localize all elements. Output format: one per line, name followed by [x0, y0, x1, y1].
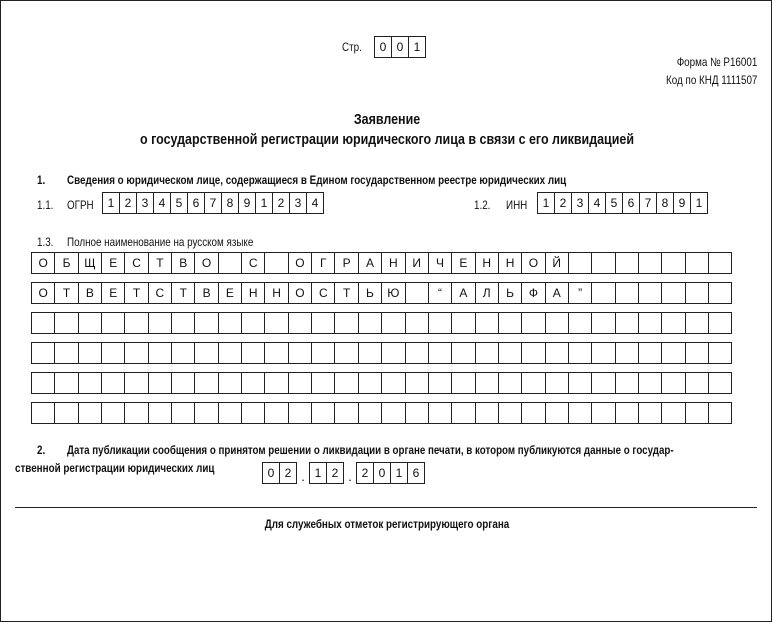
name-char-cell[interactable] — [334, 402, 358, 424]
inn-digit-cell[interactable]: 5 — [605, 192, 623, 214]
name-char-cell[interactable] — [405, 342, 429, 364]
name-char-cell[interactable] — [615, 252, 639, 274]
name-char-cell[interactable] — [334, 312, 358, 334]
name-char-cell[interactable] — [381, 372, 405, 394]
name-char-cell[interactable] — [591, 342, 615, 364]
name-number: 1.3. — [37, 235, 54, 249]
inn-digit-cell[interactable]: 9 — [673, 192, 691, 214]
name-char-cell[interactable]: А — [358, 252, 382, 274]
name-char-cell[interactable] — [615, 402, 639, 424]
date-separator: . — [301, 469, 305, 484]
name-char-cell[interactable] — [591, 312, 615, 334]
name-row[interactable] — [31, 402, 731, 424]
name-char-cell[interactable] — [31, 312, 55, 334]
name-char-cell[interactable] — [591, 252, 615, 274]
name-char-cell[interactable] — [428, 342, 452, 364]
inn-digit-cell[interactable]: 2 — [554, 192, 572, 214]
name-char-cell[interactable] — [78, 312, 102, 334]
date-digit-cell[interactable]: 1 — [309, 462, 327, 484]
name-char-cell[interactable] — [638, 282, 662, 304]
name-char-cell[interactable] — [101, 342, 125, 364]
name-char-cell[interactable] — [521, 342, 545, 364]
page-label: Стр. — [342, 40, 362, 54]
name-char-cell[interactable] — [708, 402, 732, 424]
name-char-cell[interactable] — [148, 402, 172, 424]
name-char-cell[interactable]: В — [78, 282, 102, 304]
date-year-cells[interactable] — [356, 462, 424, 484]
name-char-cell[interactable] — [615, 342, 639, 364]
name-char-cell[interactable] — [521, 402, 545, 424]
name-char-cell[interactable]: О — [194, 252, 218, 274]
name-char-cell[interactable]: Н — [264, 282, 288, 304]
name-char-cell[interactable] — [381, 402, 405, 424]
name-char-cell[interactable] — [638, 372, 662, 394]
service-notes-label: Для служебных отметок регистрирующего органа — [264, 517, 510, 531]
name-char-cell[interactable] — [31, 372, 55, 394]
name-char-cell[interactable] — [591, 282, 615, 304]
name-char-cell[interactable] — [78, 402, 102, 424]
name-char-cell[interactable] — [54, 372, 78, 394]
ogrn-digit-cell[interactable]: 5 — [170, 192, 188, 214]
name-char-cell[interactable] — [568, 312, 592, 334]
name-char-cell[interactable]: Н — [381, 252, 405, 274]
name-char-cell[interactable] — [148, 372, 172, 394]
name-char-cell[interactable]: Б — [54, 252, 78, 274]
name-char-cell[interactable] — [148, 342, 172, 364]
name-char-cell[interactable]: В — [171, 252, 195, 274]
name-char-cell[interactable]: Н — [241, 282, 265, 304]
name-char-cell[interactable] — [568, 342, 592, 364]
name-char-cell[interactable] — [264, 312, 288, 334]
name-char-cell[interactable] — [288, 402, 312, 424]
inn-digit-cell[interactable]: 3 — [571, 192, 589, 214]
name-char-cell[interactable] — [288, 372, 312, 394]
name-char-cell[interactable] — [358, 402, 382, 424]
publication-date[interactable] — [262, 462, 424, 484]
name-char-cell[interactable]: Т — [171, 282, 195, 304]
name-char-cell[interactable] — [451, 312, 475, 334]
name-char-cell[interactable] — [615, 372, 639, 394]
name-char-cell[interactable] — [451, 342, 475, 364]
name-char-cell[interactable] — [708, 372, 732, 394]
name-char-cell[interactable] — [101, 312, 125, 334]
name-char-cell[interactable] — [685, 252, 709, 274]
date-digit-cell[interactable]: 0 — [262, 462, 280, 484]
name-char-cell[interactable] — [334, 342, 358, 364]
name-char-cell[interactable] — [78, 372, 102, 394]
form-title: Заявление — [353, 112, 421, 128]
name-label: Полное наименование на русском языке — [67, 235, 254, 249]
name-char-cell[interactable] — [241, 312, 265, 334]
name-char-cell[interactable]: Щ — [78, 252, 102, 274]
name-char-cell[interactable] — [311, 312, 335, 334]
name-char-cell[interactable] — [428, 312, 452, 334]
name-char-cell[interactable]: Ю — [381, 282, 405, 304]
name-char-cell[interactable] — [661, 252, 685, 274]
name-char-cell[interactable] — [124, 372, 148, 394]
name-char-cell[interactable]: И — [405, 252, 429, 274]
name-row[interactable] — [31, 252, 731, 274]
name-char-cell[interactable] — [194, 402, 218, 424]
name-char-cell[interactable] — [708, 342, 732, 364]
name-char-cell[interactable]: Е — [451, 252, 475, 274]
name-char-cell[interactable] — [685, 402, 709, 424]
ogrn-digit-cell[interactable]: 8 — [221, 192, 239, 214]
name-char-cell[interactable] — [685, 312, 709, 334]
ogrn-digit-cell[interactable]: 3 — [136, 192, 154, 214]
name-char-cell[interactable] — [101, 372, 125, 394]
name-char-cell[interactable] — [311, 402, 335, 424]
name-char-cell[interactable] — [264, 372, 288, 394]
name-char-cell[interactable]: Ч — [428, 252, 452, 274]
name-char-cell[interactable]: Ь — [498, 282, 522, 304]
name-char-cell[interactable] — [475, 372, 499, 394]
name-char-cell[interactable]: С — [124, 252, 148, 274]
name-row[interactable] — [31, 312, 731, 334]
name-char-cell[interactable] — [334, 372, 358, 394]
page-number-cell: 0 — [391, 36, 409, 58]
section1-heading: Сведения о юридическом лице, содержащиеся в Едином государственном реестре юридических лиц — [67, 173, 567, 187]
ogrn-number: 1.1. — [37, 198, 54, 212]
name-char-cell[interactable] — [591, 402, 615, 424]
name-char-cell[interactable] — [545, 372, 569, 394]
name-char-cell[interactable] — [218, 402, 242, 424]
name-char-cell[interactable] — [241, 402, 265, 424]
name-char-cell[interactable] — [124, 312, 148, 334]
name-char-cell[interactable]: О — [31, 252, 55, 274]
name-char-cell[interactable]: В — [194, 282, 218, 304]
name-char-cell[interactable] — [638, 402, 662, 424]
name-char-cell[interactable]: О — [31, 282, 55, 304]
ogrn-cells[interactable] — [102, 192, 323, 214]
name-char-cell[interactable] — [264, 342, 288, 364]
name-char-cell[interactable] — [405, 312, 429, 334]
name-char-cell[interactable] — [171, 372, 195, 394]
section1-number: 1. — [37, 173, 46, 187]
ogrn-label: ОГРН — [67, 198, 94, 212]
inn-cells[interactable] — [537, 192, 707, 214]
name-char-cell[interactable]: С — [311, 282, 335, 304]
name-char-cell[interactable] — [171, 402, 195, 424]
page-number-cell: 1 — [408, 36, 426, 58]
name-char-cell[interactable] — [685, 342, 709, 364]
inn-digit-cell[interactable]: 7 — [639, 192, 657, 214]
inn-digit-cell[interactable]: 4 — [588, 192, 606, 214]
name-char-cell[interactable]: Ф — [521, 282, 545, 304]
name-char-cell[interactable] — [358, 342, 382, 364]
date-digit-cell[interactable]: 2 — [356, 462, 374, 484]
name-char-cell[interactable]: А — [451, 282, 475, 304]
date-separator: . — [348, 469, 352, 484]
name-char-cell[interactable] — [685, 372, 709, 394]
ogrn-digit-cell[interactable]: 3 — [289, 192, 307, 214]
name-char-cell[interactable] — [54, 312, 78, 334]
name-char-cell[interactable]: Р — [334, 252, 358, 274]
section2-heading-line1: Дата публикации сообщения о принятом решении о ликвидации в органе печати, в котором публикуются данные о государ- — [67, 443, 674, 457]
name-char-cell[interactable] — [78, 342, 102, 364]
name-row[interactable] — [31, 342, 731, 364]
name-char-cell[interactable]: О — [288, 252, 312, 274]
name-char-cell[interactable] — [475, 402, 499, 424]
name-char-cell[interactable] — [661, 402, 685, 424]
name-char-cell[interactable] — [358, 372, 382, 394]
name-char-cell[interactable] — [124, 402, 148, 424]
name-char-cell[interactable]: Н — [498, 252, 522, 274]
name-char-cell[interactable] — [405, 282, 429, 304]
section2-heading-line2: ственной регистрации юридических лиц — [15, 461, 215, 475]
name-char-cell[interactable] — [381, 342, 405, 364]
name-char-cell[interactable]: Т — [54, 282, 78, 304]
knd-code: Код по КНД 1111507 — [665, 73, 757, 87]
name-char-cell[interactable]: С — [148, 282, 172, 304]
inn-digit-cell[interactable]: 8 — [656, 192, 674, 214]
name-char-cell[interactable]: Ь — [358, 282, 382, 304]
name-char-cell[interactable] — [194, 372, 218, 394]
name-row[interactable] — [31, 282, 731, 304]
form-subtitle: о государственной регистрации юридического лица в связи с его ликвидацией — [140, 132, 634, 148]
name-char-cell[interactable] — [288, 342, 312, 364]
date-digit-cell[interactable]: 1 — [390, 462, 408, 484]
name-char-cell[interactable] — [218, 312, 242, 334]
name-char-cell[interactable] — [591, 372, 615, 394]
name-char-cell[interactable] — [708, 252, 732, 274]
name-char-cell[interactable] — [545, 312, 569, 334]
name-char-cell[interactable] — [685, 282, 709, 304]
name-char-cell[interactable] — [31, 402, 55, 424]
name-char-cell[interactable] — [358, 312, 382, 334]
name-char-cell[interactable]: Е — [101, 252, 125, 274]
name-char-cell[interactable] — [311, 342, 335, 364]
name-char-cell[interactable] — [101, 402, 125, 424]
name-char-cell[interactable] — [381, 312, 405, 334]
name-char-cell[interactable]: Н — [475, 252, 499, 274]
inn-digit-cell[interactable]: 1 — [690, 192, 708, 214]
name-char-cell[interactable] — [311, 372, 335, 394]
name-char-cell[interactable] — [708, 312, 732, 334]
ogrn-digit-cell[interactable]: 1 — [255, 192, 273, 214]
name-char-cell[interactable] — [124, 342, 148, 364]
name-char-cell[interactable]: С — [241, 252, 265, 274]
page-number-cell: 0 — [374, 36, 392, 58]
name-char-cell[interactable] — [498, 342, 522, 364]
date-digit-cell[interactable]: 2 — [279, 462, 297, 484]
name-char-cell[interactable] — [218, 252, 242, 274]
ogrn-digit-cell[interactable]: 4 — [306, 192, 324, 214]
name-char-cell[interactable]: Т — [334, 282, 358, 304]
name-row[interactable] — [31, 372, 731, 394]
name-char-cell[interactable] — [615, 312, 639, 334]
name-char-cell[interactable]: Е — [218, 282, 242, 304]
name-char-cell[interactable]: Г — [311, 252, 335, 274]
name-char-cell[interactable] — [638, 342, 662, 364]
name-char-cell[interactable] — [545, 402, 569, 424]
name-char-cell[interactable] — [521, 372, 545, 394]
name-char-cell[interactable] — [31, 342, 55, 364]
name-char-cell[interactable] — [638, 252, 662, 274]
name-char-cell[interactable]: Й — [545, 252, 569, 274]
ogrn-digit-cell[interactable]: 4 — [153, 192, 171, 214]
ogrn-digit-cell[interactable]: 7 — [204, 192, 222, 214]
name-char-cell[interactable] — [661, 282, 685, 304]
name-char-cell[interactable] — [475, 312, 499, 334]
name-char-cell[interactable]: Т — [148, 252, 172, 274]
name-char-cell[interactable] — [498, 402, 522, 424]
name-char-cell[interactable] — [194, 312, 218, 334]
ogrn-digit-cell[interactable]: 6 — [187, 192, 205, 214]
form-number: Форма № Р16001 — [676, 55, 757, 69]
name-char-cell[interactable] — [545, 342, 569, 364]
ogrn-digit-cell[interactable]: 9 — [238, 192, 256, 214]
name-char-cell[interactable] — [568, 372, 592, 394]
inn-digit-cell[interactable]: 1 — [537, 192, 555, 214]
ogrn-digit-cell[interactable]: 2 — [272, 192, 290, 214]
date-month-cells[interactable] — [309, 462, 343, 484]
name-char-cell[interactable] — [194, 342, 218, 364]
name-char-cell[interactable] — [54, 402, 78, 424]
name-char-cell[interactable] — [171, 342, 195, 364]
name-char-cell[interactable] — [405, 402, 429, 424]
name-char-cell[interactable]: О — [288, 282, 312, 304]
ogrn-digit-cell[interactable]: 2 — [119, 192, 137, 214]
section2-number: 2. — [37, 443, 46, 457]
name-char-cell[interactable] — [148, 312, 172, 334]
name-char-cell[interactable] — [521, 312, 545, 334]
name-char-cell[interactable] — [451, 372, 475, 394]
name-char-cell[interactable] — [241, 372, 265, 394]
name-char-cell[interactable] — [475, 342, 499, 364]
date-digit-cell[interactable]: 0 — [373, 462, 391, 484]
name-char-cell[interactable] — [288, 312, 312, 334]
name-char-cell[interactable] — [54, 342, 78, 364]
page-number-cells — [374, 36, 425, 58]
name-char-cell[interactable] — [661, 342, 685, 364]
name-char-cell[interactable] — [428, 372, 452, 394]
name-char-cell[interactable]: “ — [428, 282, 452, 304]
name-char-cell[interactable]: Т — [124, 282, 148, 304]
name-char-cell[interactable] — [171, 312, 195, 334]
name-char-cell[interactable] — [498, 372, 522, 394]
name-char-cell[interactable]: ” — [568, 282, 592, 304]
name-char-cell[interactable] — [708, 282, 732, 304]
name-char-cell[interactable] — [264, 252, 288, 274]
date-digit-cell[interactable]: 2 — [326, 462, 344, 484]
name-char-cell[interactable] — [405, 372, 429, 394]
name-char-cell[interactable] — [264, 402, 288, 424]
name-char-cell[interactable] — [661, 372, 685, 394]
name-char-cell[interactable]: О — [521, 252, 545, 274]
inn-digit-cell[interactable]: 6 — [622, 192, 640, 214]
name-char-cell[interactable] — [661, 312, 685, 334]
name-char-cell[interactable] — [498, 312, 522, 334]
divider — [15, 507, 757, 508]
ogrn-digit-cell[interactable]: 1 — [102, 192, 120, 214]
name-char-cell[interactable]: А — [545, 282, 569, 304]
name-char-cell[interactable] — [218, 372, 242, 394]
name-char-cell[interactable] — [638, 312, 662, 334]
name-char-cell[interactable] — [615, 282, 639, 304]
inn-number: 1.2. — [474, 198, 491, 212]
date-digit-cell[interactable]: 6 — [407, 462, 425, 484]
name-char-cell[interactable] — [568, 402, 592, 424]
name-char-cell[interactable] — [568, 252, 592, 274]
date-day-cells[interactable] — [262, 462, 296, 484]
name-char-cell[interactable] — [451, 402, 475, 424]
name-char-cell[interactable]: Е — [101, 282, 125, 304]
name-char-cell[interactable] — [218, 342, 242, 364]
name-char-cell[interactable]: Л — [475, 282, 499, 304]
name-char-cell[interactable] — [428, 402, 452, 424]
inn-label: ИНН — [506, 198, 528, 212]
name-char-cell[interactable] — [241, 342, 265, 364]
